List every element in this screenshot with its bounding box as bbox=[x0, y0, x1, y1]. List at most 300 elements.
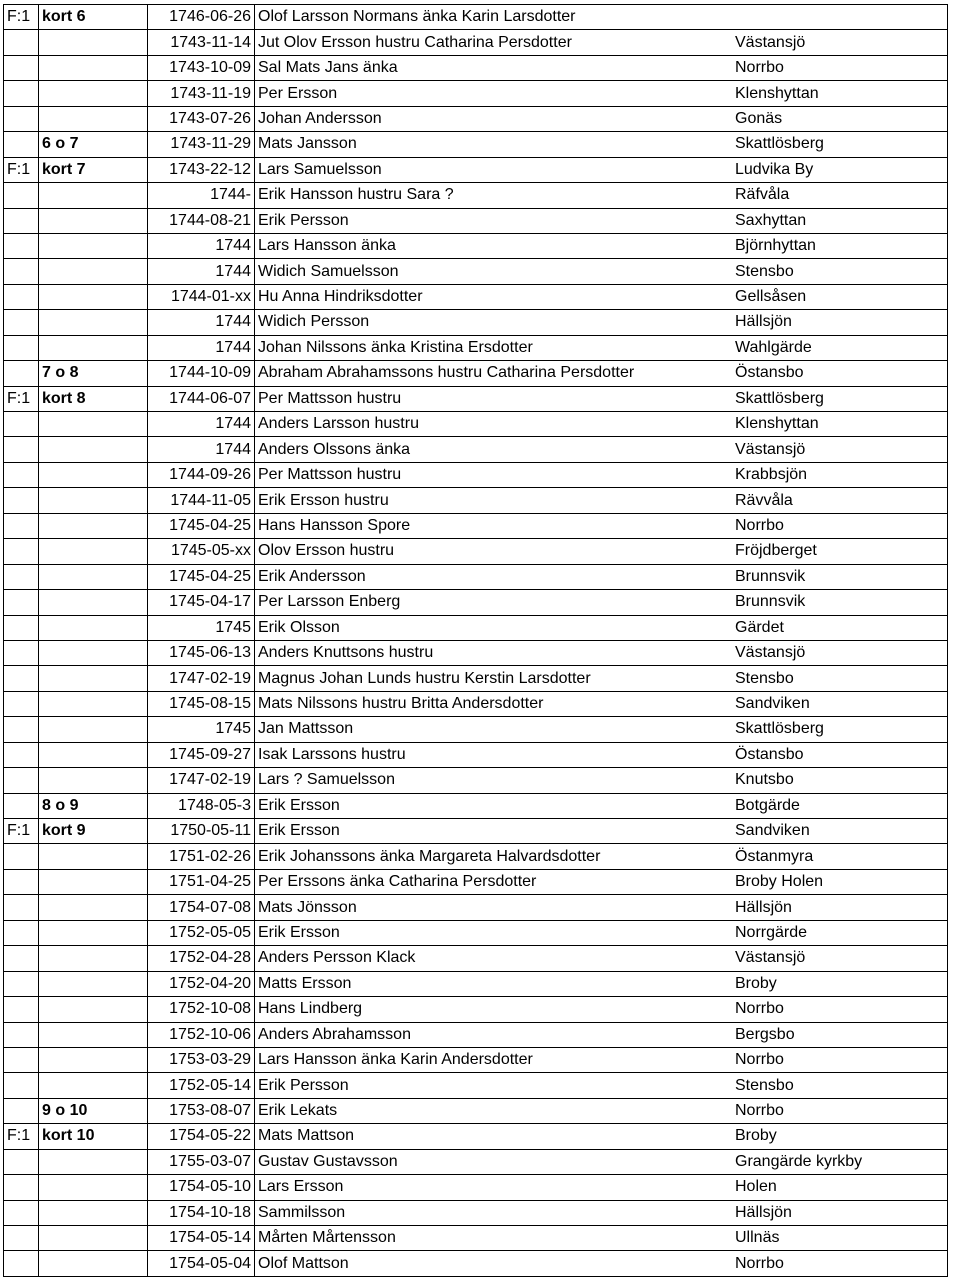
table-row bbox=[4, 183, 948, 208]
table-row bbox=[4, 513, 948, 538]
place-cell: Norrgärde bbox=[732, 920, 948, 945]
date-cell: 1745-09-27 bbox=[148, 742, 255, 767]
card-cell: kort 8 bbox=[39, 386, 148, 411]
table-row bbox=[4, 1047, 948, 1072]
place-cell: Sandviken bbox=[732, 691, 948, 716]
person-cell: Matts Ersson bbox=[255, 971, 733, 996]
person-cell: Mats Nilssons hustru Britta Andersdotter bbox=[255, 691, 733, 716]
person-cell: Erik Ersson bbox=[255, 920, 733, 945]
date-cell: 1745-05-xx bbox=[148, 539, 255, 564]
table-row bbox=[4, 437, 948, 462]
card-cell bbox=[39, 233, 148, 258]
series-cell bbox=[4, 793, 39, 818]
card-cell bbox=[39, 666, 148, 691]
card-cell bbox=[39, 437, 148, 462]
table-row bbox=[4, 1251, 948, 1276]
person-cell: Erik Johanssons änka Margareta Halvardsdotter bbox=[255, 844, 733, 869]
card-cell bbox=[39, 106, 148, 131]
person-cell: Hans Hansson Spore bbox=[255, 513, 733, 538]
person-cell: Lars Hansson änka Karin Andersdotter bbox=[255, 1047, 733, 1072]
card-cell bbox=[39, 462, 148, 487]
card-cell bbox=[39, 742, 148, 767]
place-cell: Norrbo bbox=[732, 1098, 948, 1123]
series-cell bbox=[4, 513, 39, 538]
person-cell: Johan Nilssons änka Kristina Ersdotter bbox=[255, 335, 733, 360]
place-cell: Botgärde bbox=[732, 793, 948, 818]
date-cell: 1752-10-06 bbox=[148, 1022, 255, 1047]
series-cell bbox=[4, 106, 39, 131]
person-cell: Anders Knuttsons hustru bbox=[255, 640, 733, 665]
date-cell: 1747-02-19 bbox=[148, 768, 255, 793]
date-cell: 1754-05-10 bbox=[148, 1175, 255, 1200]
place-cell bbox=[732, 5, 948, 30]
table-row bbox=[4, 488, 948, 513]
place-cell: Brunnsvik bbox=[732, 590, 948, 615]
place-cell: Västansjö bbox=[732, 437, 948, 462]
person-cell: Hu Anna Hindriksdotter bbox=[255, 284, 733, 309]
table-row bbox=[4, 208, 948, 233]
place-cell: Skattlösberg bbox=[732, 132, 948, 157]
date-cell: 1752-04-28 bbox=[148, 946, 255, 971]
card-cell: 7 o 8 bbox=[39, 361, 148, 386]
series-cell: F:1 bbox=[4, 157, 39, 182]
card-cell bbox=[39, 1022, 148, 1047]
date-cell: 1753-08-07 bbox=[148, 1098, 255, 1123]
series-cell bbox=[4, 844, 39, 869]
card-cell bbox=[39, 946, 148, 971]
date-cell: 1747-02-19 bbox=[148, 666, 255, 691]
date-cell: 1752-05-14 bbox=[148, 1073, 255, 1098]
series-cell bbox=[4, 895, 39, 920]
table-row bbox=[4, 55, 948, 80]
date-cell: 1744 bbox=[148, 233, 255, 258]
date-cell: 1745-06-13 bbox=[148, 640, 255, 665]
date-cell: 1753-03-29 bbox=[148, 1047, 255, 1072]
card-cell bbox=[39, 1149, 148, 1174]
series-cell: F:1 bbox=[4, 1124, 39, 1149]
card-cell bbox=[39, 615, 148, 640]
date-cell: 1754-05-04 bbox=[148, 1251, 255, 1276]
place-cell: Klenshyttan bbox=[732, 412, 948, 437]
place-cell: Skattlösberg bbox=[732, 386, 948, 411]
series-cell bbox=[4, 1251, 39, 1276]
person-cell: Sal Mats Jans änka bbox=[255, 55, 733, 80]
date-cell: 1744-08-21 bbox=[148, 208, 255, 233]
person-cell: Lars Ersson bbox=[255, 1175, 733, 1200]
series-cell bbox=[4, 335, 39, 360]
series-cell bbox=[4, 717, 39, 742]
person-cell: Anders Larsson hustru bbox=[255, 412, 733, 437]
place-cell: Grangärde kyrkby bbox=[732, 1149, 948, 1174]
place-cell: Norrbo bbox=[732, 55, 948, 80]
table-row bbox=[4, 691, 948, 716]
person-cell: Lars ? Samuelsson bbox=[255, 768, 733, 793]
series-cell bbox=[4, 488, 39, 513]
date-cell: 1752-04-20 bbox=[148, 971, 255, 996]
person-cell: Mårten Mårtensson bbox=[255, 1226, 733, 1251]
table-row bbox=[4, 1149, 948, 1174]
table-row bbox=[4, 412, 948, 437]
person-cell: Per Ersson bbox=[255, 81, 733, 106]
date-cell: 1748-05-3 bbox=[148, 793, 255, 818]
table-row bbox=[4, 335, 948, 360]
card-cell bbox=[39, 997, 148, 1022]
place-cell: Bergsbo bbox=[732, 1022, 948, 1047]
card-cell: kort 10 bbox=[39, 1124, 148, 1149]
card-cell bbox=[39, 81, 148, 106]
date-cell: 1751-04-25 bbox=[148, 869, 255, 894]
table-row bbox=[4, 81, 948, 106]
person-cell: Erik Hansson hustru Sara ? bbox=[255, 183, 733, 208]
table-row bbox=[4, 361, 948, 386]
table-row bbox=[4, 462, 948, 487]
table-row bbox=[4, 233, 948, 258]
person-cell: Erik Persson bbox=[255, 208, 733, 233]
card-cell bbox=[39, 564, 148, 589]
place-cell: Broby bbox=[732, 971, 948, 996]
table-row bbox=[4, 895, 948, 920]
table-row bbox=[4, 1098, 948, 1123]
series-cell bbox=[4, 55, 39, 80]
series-cell bbox=[4, 539, 39, 564]
series-cell bbox=[4, 1226, 39, 1251]
date-cell: 1743-10-09 bbox=[148, 55, 255, 80]
date-cell: 1754-05-22 bbox=[148, 1124, 255, 1149]
person-cell: Anders Olssons änka bbox=[255, 437, 733, 462]
date-cell: 1743-11-19 bbox=[148, 81, 255, 106]
date-cell: 1744-10-09 bbox=[148, 361, 255, 386]
place-cell: Västansjö bbox=[732, 640, 948, 665]
date-cell: 1752-05-05 bbox=[148, 920, 255, 945]
series-cell: F:1 bbox=[4, 386, 39, 411]
table-row bbox=[4, 640, 948, 665]
card-cell bbox=[39, 640, 148, 665]
place-cell: Hällsjön bbox=[732, 310, 948, 335]
place-cell: Sandviken bbox=[732, 819, 948, 844]
card-cell bbox=[39, 208, 148, 233]
date-cell: 1754-05-14 bbox=[148, 1226, 255, 1251]
card-cell bbox=[39, 284, 148, 309]
place-cell: Stensbo bbox=[732, 259, 948, 284]
person-cell: Gustav Gustavsson bbox=[255, 1149, 733, 1174]
date-cell: 1744-06-07 bbox=[148, 386, 255, 411]
series-cell bbox=[4, 869, 39, 894]
person-cell: Mats Jönsson bbox=[255, 895, 733, 920]
table-row bbox=[4, 1073, 948, 1098]
date-cell: 1745-04-25 bbox=[148, 564, 255, 589]
series-cell bbox=[4, 590, 39, 615]
place-cell: Östansbo bbox=[732, 361, 948, 386]
place-cell: Västansjö bbox=[732, 946, 948, 971]
table-row bbox=[4, 1175, 948, 1200]
table-row bbox=[4, 1124, 948, 1149]
table-row bbox=[4, 590, 948, 615]
series-cell bbox=[4, 132, 39, 157]
card-cell bbox=[39, 55, 148, 80]
series-cell bbox=[4, 1047, 39, 1072]
table-row bbox=[4, 793, 948, 818]
table-row bbox=[4, 844, 948, 869]
person-cell: Jan Mattsson bbox=[255, 717, 733, 742]
place-cell: Fröjdberget bbox=[732, 539, 948, 564]
table-row bbox=[4, 997, 948, 1022]
series-cell bbox=[4, 742, 39, 767]
person-cell: Jut Olov Ersson hustru Catharina Persdotter bbox=[255, 30, 733, 55]
person-cell: Per Erssons änka Catharina Persdotter bbox=[255, 869, 733, 894]
series-cell bbox=[4, 30, 39, 55]
person-cell: Anders Persson Klack bbox=[255, 946, 733, 971]
date-cell: 1752-10-08 bbox=[148, 997, 255, 1022]
place-cell: Östanmyra bbox=[732, 844, 948, 869]
place-cell: Holen bbox=[732, 1175, 948, 1200]
card-cell bbox=[39, 30, 148, 55]
date-cell: 1745 bbox=[148, 717, 255, 742]
table-row bbox=[4, 920, 948, 945]
person-cell: Erik Ersson bbox=[255, 793, 733, 818]
date-cell: 1744-11-05 bbox=[148, 488, 255, 513]
place-cell: Gellsåsen bbox=[732, 284, 948, 309]
series-cell bbox=[4, 361, 39, 386]
person-cell: Erik Ersson hustru bbox=[255, 488, 733, 513]
person-cell: Olov Ersson hustru bbox=[255, 539, 733, 564]
date-cell: 1744-09-26 bbox=[148, 462, 255, 487]
date-cell: 1754-07-08 bbox=[148, 895, 255, 920]
place-cell: Gärdet bbox=[732, 615, 948, 640]
table-row bbox=[4, 742, 948, 767]
person-cell: Erik Ersson bbox=[255, 819, 733, 844]
records-table-body bbox=[4, 5, 948, 1277]
card-cell bbox=[39, 590, 148, 615]
table-row bbox=[4, 666, 948, 691]
place-cell: Knutsbo bbox=[732, 768, 948, 793]
date-cell: 1745-04-25 bbox=[148, 513, 255, 538]
table-row bbox=[4, 284, 948, 309]
place-cell: Brunnsvik bbox=[732, 564, 948, 589]
series-cell bbox=[4, 640, 39, 665]
series-cell bbox=[4, 971, 39, 996]
person-cell: Erik Olsson bbox=[255, 615, 733, 640]
table-row bbox=[4, 1022, 948, 1047]
card-cell bbox=[39, 310, 148, 335]
card-cell bbox=[39, 844, 148, 869]
series-cell bbox=[4, 564, 39, 589]
person-cell: Johan Andersson bbox=[255, 106, 733, 131]
series-cell bbox=[4, 768, 39, 793]
place-cell: Rävvåla bbox=[732, 488, 948, 513]
table-row bbox=[4, 869, 948, 894]
card-cell bbox=[39, 412, 148, 437]
place-cell: Norrbo bbox=[732, 1047, 948, 1072]
table-row bbox=[4, 1226, 948, 1251]
card-cell bbox=[39, 259, 148, 284]
person-cell: Magnus Johan Lunds hustru Kerstin Larsdotter bbox=[255, 666, 733, 691]
series-cell bbox=[4, 233, 39, 258]
card-cell bbox=[39, 869, 148, 894]
table-row bbox=[4, 539, 948, 564]
place-cell: Wahlgärde bbox=[732, 335, 948, 360]
card-cell: kort 9 bbox=[39, 819, 148, 844]
card-cell bbox=[39, 971, 148, 996]
date-cell: 1744 bbox=[148, 259, 255, 284]
card-cell bbox=[39, 1251, 148, 1276]
date-cell: 1743-07-26 bbox=[148, 106, 255, 131]
card-cell bbox=[39, 691, 148, 716]
person-cell: Per Mattsson hustru bbox=[255, 462, 733, 487]
card-cell bbox=[39, 768, 148, 793]
person-cell: Lars Hansson änka bbox=[255, 233, 733, 258]
table-row bbox=[4, 157, 948, 182]
date-cell: 1744 bbox=[148, 437, 255, 462]
person-cell: Anders Abrahamsson bbox=[255, 1022, 733, 1047]
person-cell: Erik Andersson bbox=[255, 564, 733, 589]
date-cell: 1743-11-29 bbox=[148, 132, 255, 157]
place-cell: Ludvika By bbox=[732, 157, 948, 182]
table-row bbox=[4, 819, 948, 844]
person-cell: Per Mattsson hustru bbox=[255, 386, 733, 411]
card-cell bbox=[39, 1073, 148, 1098]
series-cell bbox=[4, 81, 39, 106]
series-cell bbox=[4, 183, 39, 208]
series-cell bbox=[4, 1200, 39, 1225]
table-row bbox=[4, 717, 948, 742]
card-cell bbox=[39, 895, 148, 920]
card-cell bbox=[39, 183, 148, 208]
date-cell: 1743-11-14 bbox=[148, 30, 255, 55]
person-cell: Erik Persson bbox=[255, 1073, 733, 1098]
series-cell bbox=[4, 1149, 39, 1174]
series-cell bbox=[4, 946, 39, 971]
person-cell: Hans Lindberg bbox=[255, 997, 733, 1022]
place-cell: Skattlösberg bbox=[732, 717, 948, 742]
date-cell: 1751-02-26 bbox=[148, 844, 255, 869]
series-cell bbox=[4, 1175, 39, 1200]
person-cell: Erik Lekats bbox=[255, 1098, 733, 1123]
table-row bbox=[4, 30, 948, 55]
series-cell bbox=[4, 1098, 39, 1123]
table-row bbox=[4, 310, 948, 335]
place-cell: Broby bbox=[732, 1124, 948, 1149]
date-cell: 1743-22-12 bbox=[148, 157, 255, 182]
series-cell bbox=[4, 208, 39, 233]
series-cell bbox=[4, 1022, 39, 1047]
card-cell bbox=[39, 1175, 148, 1200]
date-cell: 1750-05-11 bbox=[148, 819, 255, 844]
date-cell: 1755-03-07 bbox=[148, 1149, 255, 1174]
date-cell: 1754-10-18 bbox=[148, 1200, 255, 1225]
person-cell: Olof Larsson Normans änka Karin Larsdotter bbox=[255, 5, 733, 30]
table-row bbox=[4, 386, 948, 411]
person-cell: Per Larsson Enberg bbox=[255, 590, 733, 615]
card-cell bbox=[39, 1047, 148, 1072]
person-cell: Widich Persson bbox=[255, 310, 733, 335]
card-cell: kort 7 bbox=[39, 157, 148, 182]
table-row bbox=[4, 106, 948, 131]
table-row bbox=[4, 615, 948, 640]
person-cell: Olof Mattson bbox=[255, 1251, 733, 1276]
series-cell: F:1 bbox=[4, 819, 39, 844]
date-cell: 1744 bbox=[148, 335, 255, 360]
series-cell bbox=[4, 259, 39, 284]
person-cell: Sammilsson bbox=[255, 1200, 733, 1225]
card-cell bbox=[39, 539, 148, 564]
table-row bbox=[4, 259, 948, 284]
card-cell: 6 o 7 bbox=[39, 132, 148, 157]
card-cell bbox=[39, 335, 148, 360]
place-cell: Norrbo bbox=[732, 997, 948, 1022]
place-cell: Norrbo bbox=[732, 513, 948, 538]
place-cell: Klenshyttan bbox=[732, 81, 948, 106]
card-cell bbox=[39, 920, 148, 945]
series-cell bbox=[4, 310, 39, 335]
place-cell: Broby Holen bbox=[732, 869, 948, 894]
place-cell: Norrbo bbox=[732, 1251, 948, 1276]
person-cell: Mats Mattson bbox=[255, 1124, 733, 1149]
date-cell: 1744- bbox=[148, 183, 255, 208]
card-cell: kort 6 bbox=[39, 5, 148, 30]
person-cell: Abraham Abrahamssons hustru Catharina Persdotter bbox=[255, 361, 733, 386]
date-cell: 1744 bbox=[148, 310, 255, 335]
date-cell: 1744-01-xx bbox=[148, 284, 255, 309]
table-row bbox=[4, 5, 948, 30]
series-cell bbox=[4, 462, 39, 487]
place-cell: Björnhyttan bbox=[732, 233, 948, 258]
person-cell: Isak Larssons hustru bbox=[255, 742, 733, 767]
card-cell bbox=[39, 488, 148, 513]
table-row bbox=[4, 971, 948, 996]
table-row bbox=[4, 564, 948, 589]
date-cell: 1744 bbox=[148, 412, 255, 437]
card-cell: 9 o 10 bbox=[39, 1098, 148, 1123]
place-cell: Saxhyttan bbox=[732, 208, 948, 233]
series-cell bbox=[4, 1073, 39, 1098]
table-row bbox=[4, 132, 948, 157]
place-cell: Östansbo bbox=[732, 742, 948, 767]
series-cell: F:1 bbox=[4, 5, 39, 30]
table-row bbox=[4, 768, 948, 793]
card-cell bbox=[39, 513, 148, 538]
records-table bbox=[3, 4, 948, 1277]
table-row bbox=[4, 1200, 948, 1225]
card-cell: 8 o 9 bbox=[39, 793, 148, 818]
series-cell bbox=[4, 437, 39, 462]
person-cell: Lars Samuelsson bbox=[255, 157, 733, 182]
series-cell bbox=[4, 284, 39, 309]
place-cell: Ullnäs bbox=[732, 1226, 948, 1251]
date-cell: 1745 bbox=[148, 615, 255, 640]
place-cell: Krabbsjön bbox=[732, 462, 948, 487]
card-cell bbox=[39, 717, 148, 742]
person-cell: Widich Samuelsson bbox=[255, 259, 733, 284]
person-cell: Mats Jansson bbox=[255, 132, 733, 157]
place-cell: Räfvåla bbox=[732, 183, 948, 208]
place-cell: Hällsjön bbox=[732, 895, 948, 920]
series-cell bbox=[4, 615, 39, 640]
card-cell bbox=[39, 1200, 148, 1225]
place-cell: Stensbo bbox=[732, 1073, 948, 1098]
series-cell bbox=[4, 691, 39, 716]
date-cell: 1745-08-15 bbox=[148, 691, 255, 716]
table-row bbox=[4, 946, 948, 971]
place-cell: Stensbo bbox=[732, 666, 948, 691]
date-cell: 1745-04-17 bbox=[148, 590, 255, 615]
series-cell bbox=[4, 666, 39, 691]
date-cell: 1746-06-26 bbox=[148, 5, 255, 30]
place-cell: Hällsjön bbox=[732, 1200, 948, 1225]
card-cell bbox=[39, 1226, 148, 1251]
place-cell: Gonäs bbox=[732, 106, 948, 131]
series-cell bbox=[4, 920, 39, 945]
place-cell: Västansjö bbox=[732, 30, 948, 55]
